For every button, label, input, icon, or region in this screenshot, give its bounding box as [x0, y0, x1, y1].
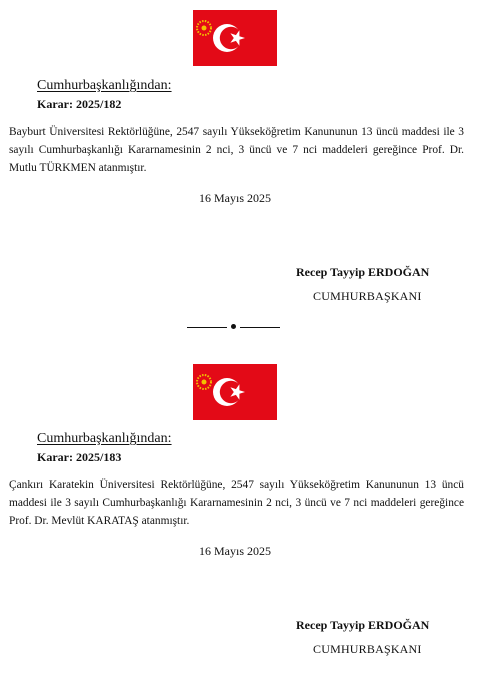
separator-line-right — [240, 327, 280, 328]
decision-number: Karar: 2025/183 — [37, 450, 122, 464]
decision-number: Karar: 2025/182 — [37, 97, 122, 111]
issuer-label: Cumhurbaşkanlığından: — [37, 78, 172, 93]
decision-body: Çankırı Karatekin Üniversitesi Rektörlüğüne, 2547 sayılı Yükseköğretim Kanununun 13 üncü maddesi ile 3 sayılı Cumhurbaşkanlığı Kararnamesinin 2 nci, 3 üncü ve 7 nci maddeleri gereğince Prof. Dr. Mevlüt KARATAŞ atanmıştır. — [9, 479, 464, 527]
signatory-name: Recep Tayyip ERDOĞAN — [296, 618, 430, 632]
section-separator — [187, 320, 283, 332]
decision-date: 16 Mayıs 2025 — [199, 191, 271, 205]
signatory-name: Recep Tayyip ERDOĞAN — [296, 265, 430, 279]
separator-line-left — [187, 327, 227, 328]
presidential-flag-icon — [193, 10, 277, 66]
decision-body: Bayburt Üniversitesi Rektörlüğüne, 2547 sayılı Yükseköğretim Kanununun 13 üncü maddesi ile 3 sayılı Cumhurbaşkanlığı Kararnamesinin 2 nci, 3 üncü ve 7 nci maddeleri gereğince Prof. Dr. Mutlu TÜRKMEN atanmıştır. — [9, 126, 464, 174]
bullet-icon — [231, 324, 236, 329]
signatory-title: CUMHURBAŞKANI — [313, 642, 422, 656]
signatory-title: CUMHURBAŞKANI — [313, 289, 422, 303]
decision-date: 16 Mayıs 2025 — [199, 544, 271, 558]
issuer-label: Cumhurbaşkanlığından: — [37, 431, 172, 446]
presidential-flag-icon — [193, 364, 277, 420]
